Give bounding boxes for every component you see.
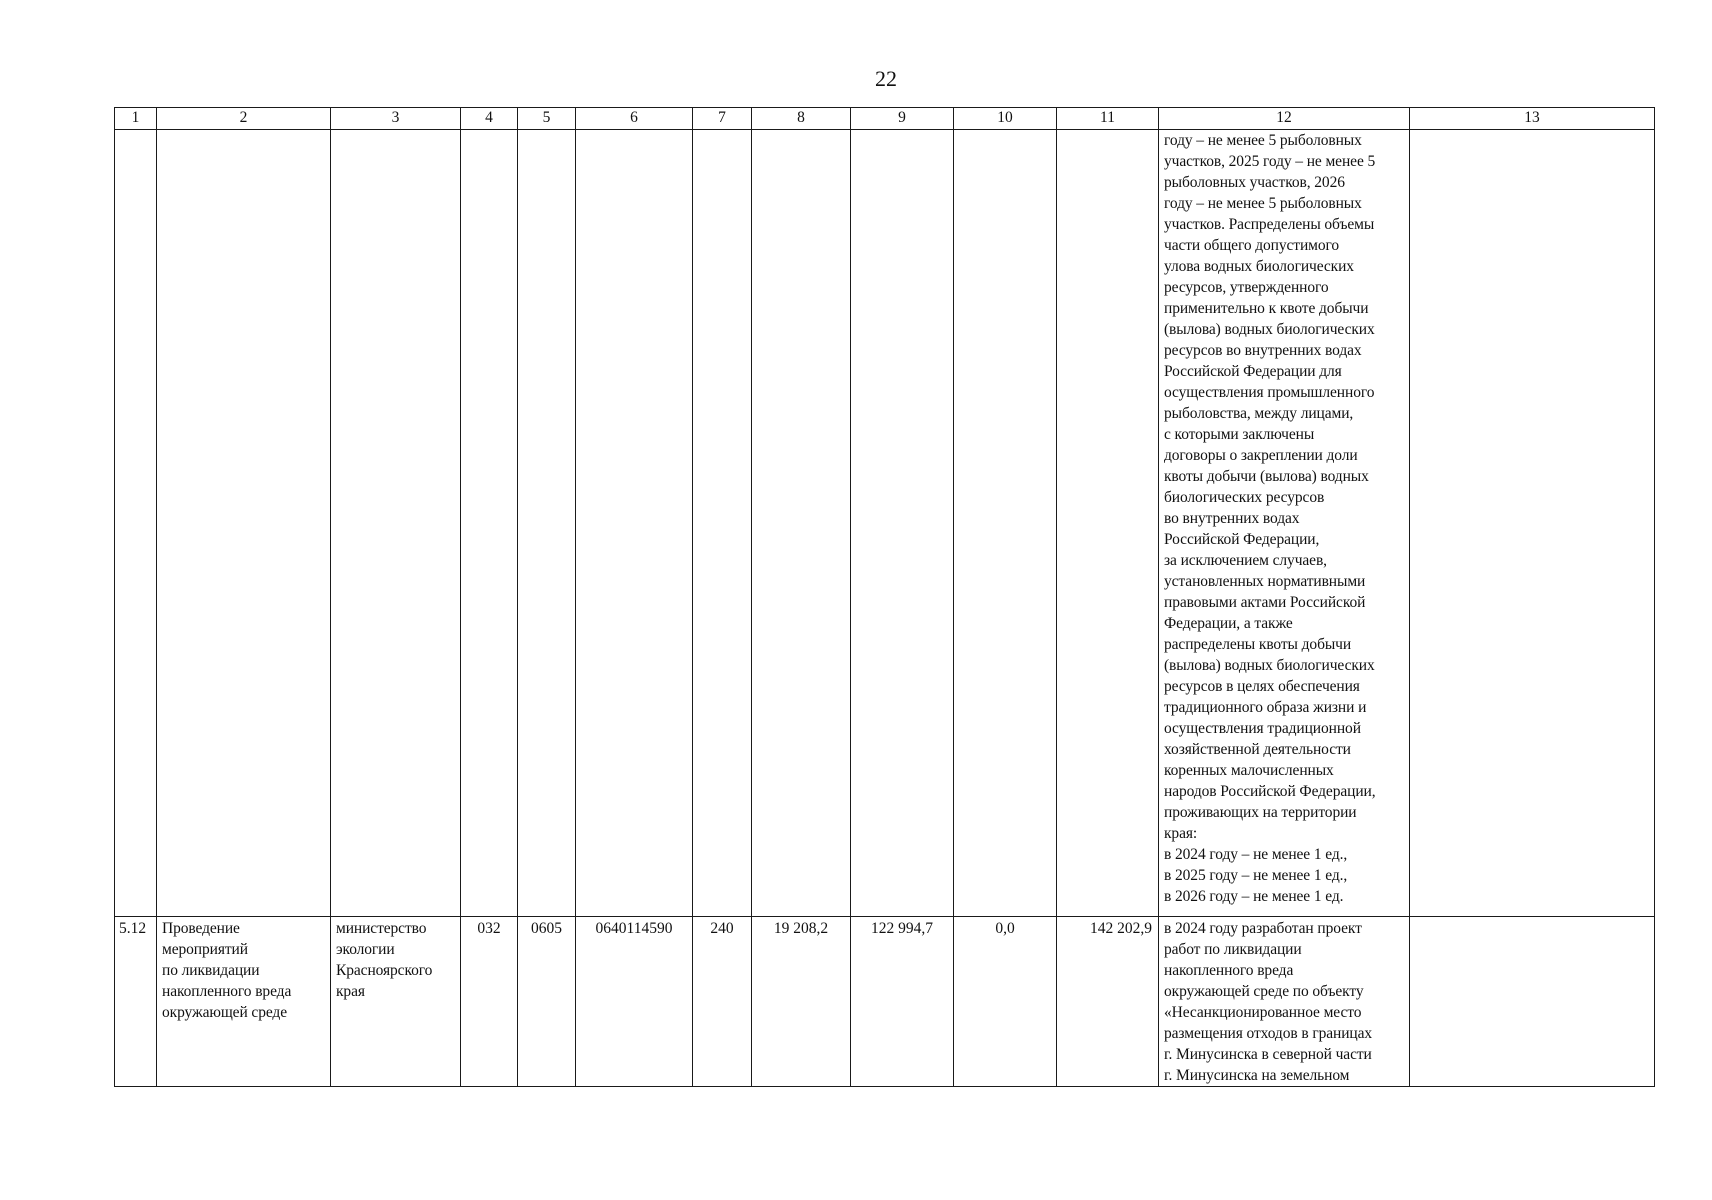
target-article-cell: 0640114590 — [576, 917, 693, 1087]
column-header: 2 — [157, 108, 331, 130]
column-header: 6 — [576, 108, 693, 130]
table-cell — [954, 130, 1057, 917]
column-header: 4 — [461, 108, 518, 130]
table-row — [115, 130, 1655, 917]
column-header: 12 — [1159, 108, 1410, 130]
amount-2026-cell: 0,0 — [954, 917, 1057, 1087]
budget-table — [114, 107, 1655, 1087]
column-header: 10 — [954, 108, 1057, 130]
amount-2024-cell: 19 208,2 — [752, 917, 851, 1087]
amount-total-cell: 142 202,9 — [1057, 917, 1159, 1087]
table-cell — [752, 130, 851, 917]
table-cell — [1410, 130, 1655, 917]
result-description-cell: году – не менее 5 рыболовных участков, 2025 году – не менее 5 рыболовных участков, 2026 году – не менее 5 рыболовных участков. Распределены объемы части общего допустимого улова водных биологических ресурсов, утвержденного применительно к квоте добычи (вылова) водных биологических ресурсов во внутренних водах Российской Федерации для осуществления промышленного рыболовства, между лицами, с которыми заключены договоры о закреплении доли квоты добычи (вылова) водных биологических ресурсов во внутренних водах Российской Федерации, за исключением случаев, установленных нормативными правовыми актами Российской Федерации, а также распределены квоты добычи (вылова) водных биологических ресурсов в целях обеспечения традиционного образа жизни и осуществления традиционной хозяйственной деятельности коренных малочисленных народов Российской Федерации, проживающих на территории края: в 2024 году – не менее 1 ед., в 2025 году – не менее 1 ед., в 2026 году – не менее 1 ед. — [1159, 130, 1410, 917]
table-cell — [157, 130, 331, 917]
column-header: 8 — [752, 108, 851, 130]
table-cell — [1057, 130, 1159, 917]
column-header: 9 — [851, 108, 954, 130]
table-cell — [518, 130, 576, 917]
table-cell — [851, 130, 954, 917]
table-cell — [1410, 917, 1655, 1087]
table-cell — [693, 130, 752, 917]
column-header: 3 — [331, 108, 461, 130]
table-cell — [461, 130, 518, 917]
result-description-cell: в 2024 году разработан проект работ по ликвидации накопленного вреда окружающей среде по объекту «Несанкционированное место размещения отходов в границах г. Минусинска в северной части г. Минусинска на земельном — [1159, 917, 1410, 1087]
table-cell — [331, 130, 461, 917]
event-name-cell: Проведение мероприятий по ликвидации накопленного вреда окружающей среде — [157, 917, 331, 1087]
grbs-code-cell: 032 — [461, 917, 518, 1087]
page-number: 22 — [875, 66, 897, 91]
column-header: 7 — [693, 108, 752, 130]
amount-2025-cell: 122 994,7 — [851, 917, 954, 1087]
executor-cell: министерство экологии Красноярского края — [331, 917, 461, 1087]
column-header: 1 — [115, 108, 157, 130]
table-header-row — [115, 108, 1655, 130]
table-row — [115, 917, 1655, 1087]
table-cell — [576, 130, 693, 917]
expense-type-cell: 240 — [693, 917, 752, 1087]
column-header: 11 — [1057, 108, 1159, 130]
table-cell — [115, 130, 157, 917]
section-code-cell: 0605 — [518, 917, 576, 1087]
column-header: 5 — [518, 108, 576, 130]
row-number-cell: 5.12 — [115, 917, 157, 1087]
column-header: 13 — [1410, 108, 1655, 130]
